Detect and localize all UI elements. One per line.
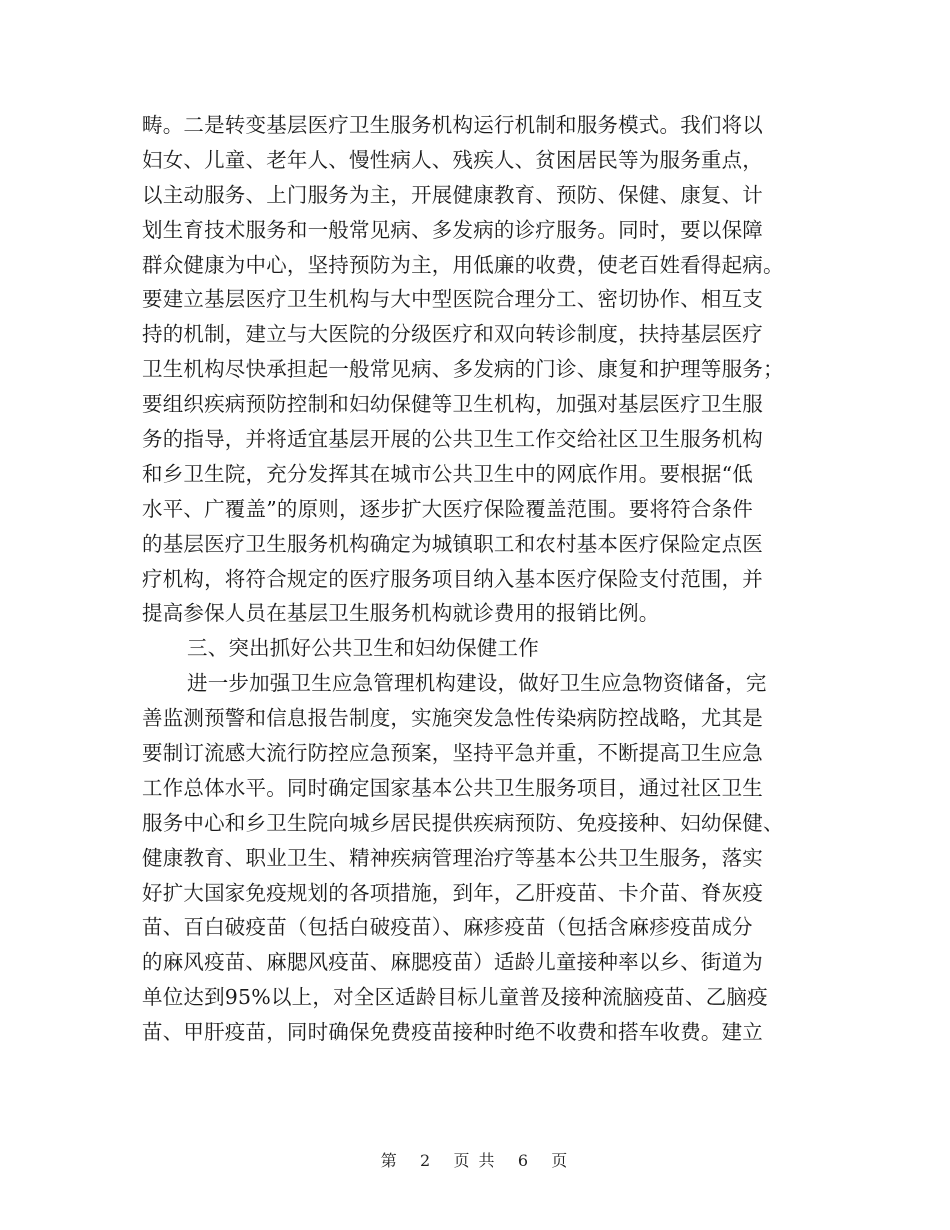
footer-middle: 页 共 — [453, 1151, 497, 1170]
text-line: 服务中心和乡卫生院向城乡居民提供疾病预防、免疫接种、妇幼保健、 — [142, 810, 784, 835]
text-line: 苗、甲肝疫苗，同时确保免费疫苗接种时绝不收费和搭车收费。建立 — [142, 1020, 763, 1045]
text-line: 和乡卫生院，充分发挥其在城市公共卫生中的网底作用。要根据“低 — [142, 461, 753, 486]
text-line: 要建立基层医疗卫生机构与大中型医院合理分工、密切协作、相互支 — [142, 287, 763, 312]
text-line: 苗、百白破疫苗（包括白破疫苗）、麻疹疫苗（包括含麻疹疫苗成分 — [142, 915, 753, 940]
document-body — [142, 108, 812, 1050]
text-line: 工作总体水平。同时确定国家基本公共卫生服务项目，通过社区卫生 — [142, 775, 763, 800]
text-line: 以主动服务、上门服务为主，开展健康教育、预防、保健、康复、计 — [142, 182, 763, 207]
text-line: 畴。二是转变基层医疗卫生服务机构运行机制和服务模式。我们将以 — [142, 113, 763, 137]
text-line: 好扩大国家免疫规划的各项措施，到年，乙肝疫苗、卡介苗、脊灰疫 — [142, 880, 763, 905]
text-line: 健康教育、职业卫生、精神疾病管理治疗等基本公共卫生服务，落实 — [142, 845, 763, 870]
total-pages: 6 — [517, 1151, 531, 1170]
text-line: 要组织疾病预防控制和妇幼保健等卫生机构，加强对基层医疗卫生服 — [142, 392, 763, 417]
text-line: 善监测预警和信息报告制度，实施突发急性传染病防控战略，尤其是 — [142, 706, 763, 731]
text-line: 群众健康为中心，坚持预防为主，用低廉的收费，使老百姓看得起病。 — [142, 252, 784, 277]
text-line: 疗机构，将符合规定的医疗服务项目纳入基本医疗保险支付范围，并 — [142, 566, 763, 591]
text-line: 务的指导，并将适宜基层开展的公共卫生工作交给社区卫生服务机构 — [142, 427, 763, 452]
section-heading: 三、突出抓好公共卫生和妇幼保健工作 — [187, 636, 539, 661]
paragraph-first-line: 进一步加强卫生应急管理机构建设，做好卫生应急物资储备，完 — [187, 671, 767, 696]
text-line: 卫生机构尽快承担起一般常见病、多发病的门诊、康复和护理等服务； — [142, 357, 784, 382]
page-footer — [0, 1148, 950, 1171]
text-line: 要制订流感大流行防控应急预案，坚持平急并重，不断提高卫生应急 — [142, 741, 763, 766]
text-line: 持的机制，建立与大医院的分级医疗和双向转诊制度，扶持基层医疗 — [142, 322, 763, 347]
page-number: 2 — [419, 1151, 433, 1170]
text-line: 提高参保人员在基层卫生服务机构就诊费用的报销比例。 — [142, 601, 660, 626]
text-line: 妇女、儿童、老年人、慢性病人、残疾人、贫困居民等为服务重点， — [142, 147, 763, 172]
text-line: 划生育技术服务和一般常见病、多发病的诊疗服务。同时，要以保障 — [142, 217, 763, 242]
text-line: 的麻风疫苗、麻腮风疫苗、麻腮疫苗）适龄儿童接种率以乡、街道为 — [142, 950, 763, 975]
text-line: 单位达到95%以上，对全区适龄目标儿童普及接种流脑疫苗、乙脑疫 — [142, 985, 768, 1010]
footer-suffix: 页 — [551, 1151, 570, 1170]
footer-prefix: 第 — [380, 1151, 399, 1170]
text-line: 水平、广覆盖”的原则，逐步扩大医疗保险覆盖范围。要将符合条件 — [142, 496, 753, 521]
text-line: 的基层医疗卫生服务机构确定为城镇职工和农村基本医疗保险定点医 — [142, 531, 763, 556]
